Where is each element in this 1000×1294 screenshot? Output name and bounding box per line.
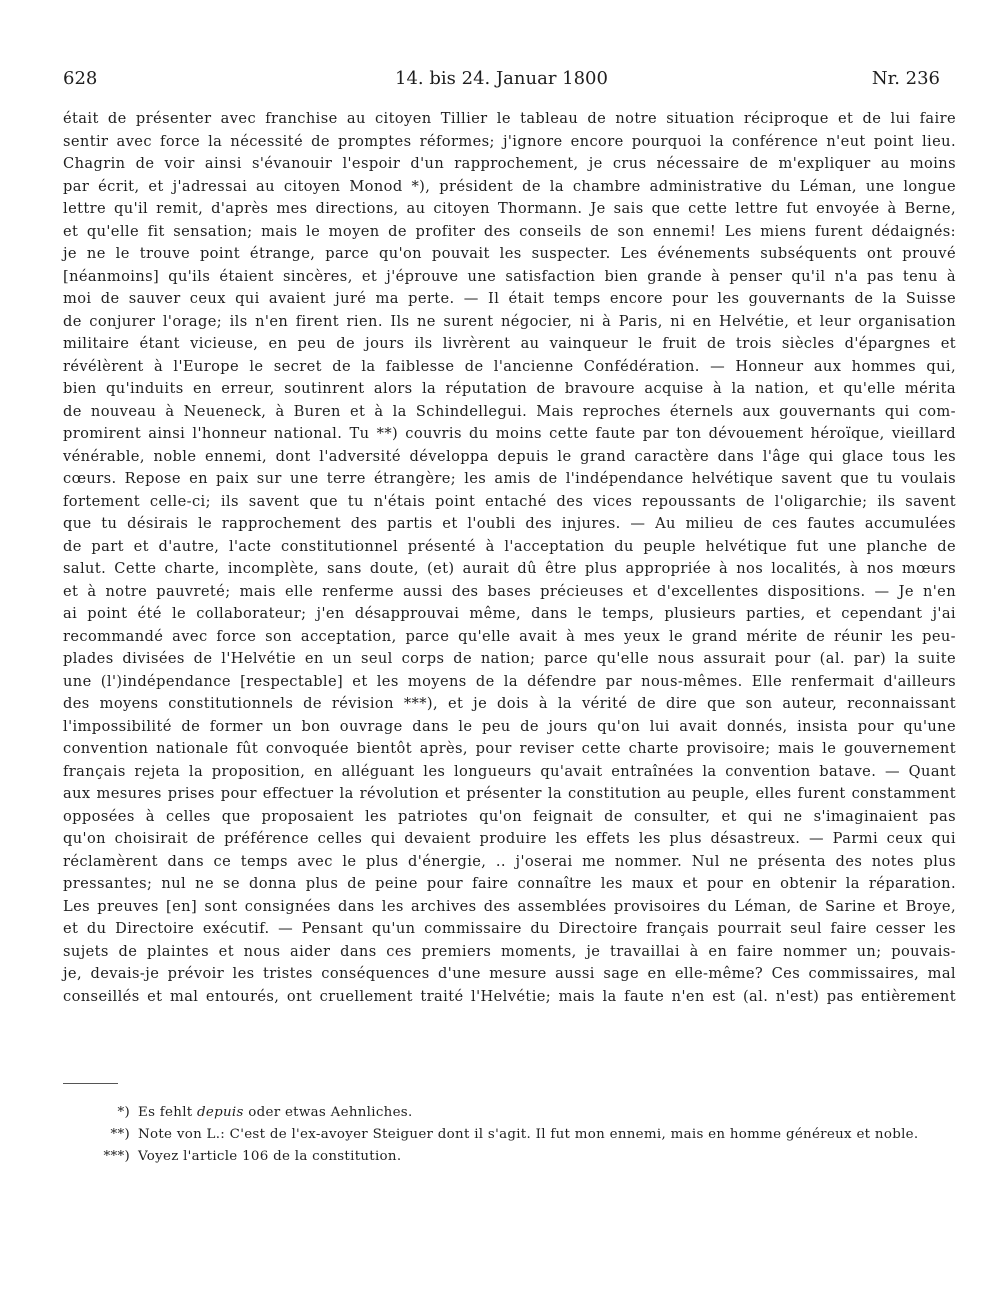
running-title: 14. bis 24. Januar 1800	[395, 68, 608, 89]
text-line: Chagrin de voir ainsi s'évanouir l'espoir d'un rapprochement, je crus nécessaire de m'expliquer au moins	[63, 155, 956, 172]
text-line: je, devais-je prévoir les tristes conséquences d'une mesure aussi sage en elle-même? Ces commissaires, mal	[63, 965, 956, 982]
footnote-marker: **)	[110, 1127, 130, 1142]
text-line: par écrit, et j'adressai au citoyen Monod *), président de la chambre administrative du Léman, une longue	[63, 177, 956, 195]
text-line: et qu'elle fit sensation; mais le moyen de profiter des conseils de son ennemi! Les miens furent dédaignés:	[63, 222, 956, 240]
page-number: 628	[63, 68, 98, 89]
text-line: qu'on choisirait de préférence celles qui devaient produire les effets les plus désastreux. — Parmi ceux qui	[63, 830, 956, 847]
text-line: recommandé avec force son acceptation, parce qu'elle avait à mes yeux le grand mérite de réunir les peu-	[63, 627, 956, 645]
text-line: réclamèrent dans ce temps avec le plus d'énergie, .. j'oserai me nommer. Nul ne présenta des notes plus	[63, 852, 956, 870]
text-line: promirent ainsi l'honneur national. Tu **) couvris du moins cette faute par ton dévouement héroïque, vieillard	[63, 425, 956, 442]
text-line: Les preuves [en] sont consignées dans les archives des assemblées provisoires du Léman, de Sarine et Broye,	[63, 897, 956, 915]
text-line: était de présenter avec franchise au citoyen Tillier le tableau de notre situation réciproque et de lui faire	[63, 110, 956, 127]
text-line: de nouveau à Neueneck, à Buren et à la Schindellegui. Mais reproches éternels aux gouvernants qui com-	[63, 402, 956, 420]
page-header	[63, 68, 940, 94]
footnote-text: Es fehlt	[138, 1105, 198, 1120]
footnote-text-continued: oder etwas Aehnliches.	[243, 1105, 413, 1120]
footnote-text: Note von L.: C'est de l'ex-avoyer Steiguer dont il s'agit. Il fut mon ennemi, mais en homme généreux et noble.	[138, 1127, 919, 1142]
text-line: [néanmoins] qu'ils étaient sincères, et j'éprouve une satisfaction bien grande à penser qu'il n'a pas tenu à	[63, 267, 956, 285]
text-line: ai point été le collaborateur; j'en désapprouvai même, dans le temps, plusieurs parties, et cependant j'ai	[63, 605, 956, 622]
text-line: aux mesures prises pour effectuer la révolution et présenter la constitution au peuple, elles furent constamment	[63, 785, 956, 802]
document-number: Nr. 236	[871, 68, 940, 89]
text-line: moi de sauver ceux qui avaient juré ma perte. — Il était temps encore pour les gouvernants de la Suisse	[63, 290, 956, 307]
text-line: militaire étant vicieuse, en peu de jours ils livrèrent au vainqueur le fruit de trois siècles d'épargnes et	[63, 335, 956, 352]
text-line: bien qu'induits en erreur, soutinrent alors la réputation de bravoure acquise à la nation, et qu'elle mérita	[63, 380, 956, 397]
text-line: révélèrent à l'Europe le secret de la faiblesse de l'ancienne Confédération. — Honneur aux hommes qui,	[63, 357, 956, 375]
text-line: des moyens constitutionnels de révision ***), et je dois à la vérité de dire que son auteur, reconnaissant	[63, 695, 956, 712]
footnote-marker: *)	[117, 1105, 130, 1120]
text-line: sujets de plaintes et nous aider dans ces premiers moments, je travaillai à en faire nommer un; pouvais-	[63, 942, 956, 960]
text-line: cœurs. Repose en paix sur une terre étrangère; les amis de l'indépendance helvétique savent que tu voulais	[63, 470, 956, 487]
text-line: fortement celle-ci; ils savent que tu n'étais point entaché des vices repoussants de l'oligarchie; ils savent	[63, 492, 956, 510]
text-line: vénérable, noble ennemi, dont l'adversité développa depuis le grand caractère dans l'âge qui glace tous les	[63, 447, 956, 465]
text-line: de conjurer l'orage; ils n'en firent rien. Ils ne surent négocier, ni à Paris, ni en Helvétie, et leur organisation	[63, 312, 956, 330]
text-line: conseillés et mal entourés, ont cruellement traité l'Helvétie; mais la faute n'en est (al. n'est) pas entièrement	[63, 987, 956, 1005]
text-line: je ne le trouve point étrange, parce qu'on pouvait les suspecter. Les événements subséquents ont prouvé	[63, 245, 956, 262]
text-line: français rejeta la proposition, en alléguant les longueurs qu'avait entraînées la convention batave. — Quant	[63, 762, 956, 780]
text-line: pressantes; nul ne se donna plus de peine pour faire connaître les maux et pour en obtenir la réparation.	[63, 875, 956, 892]
footnote-divider	[63, 1083, 118, 1084]
text-line: de part et d'autre, l'acte constitutionnel présenté à l'acceptation du peuple helvétique fut une planche de	[63, 537, 956, 555]
footnote	[88, 1102, 968, 1124]
text-line: et à notre pauvreté; mais elle renferme aussi des bases précieuses et d'excellentes dispositions. — Je n'en	[63, 582, 956, 600]
footnote	[88, 1124, 968, 1146]
footnote-text: Voyez l'article 106 de la constitution.	[138, 1149, 402, 1164]
text-line: lettre qu'il remit, d'après mes directions, au citoyen Thormann. Je sais que cette lettre fut envoyée à Berne,	[63, 200, 956, 217]
text-line: et du Directoire exécutif. — Pensant qu'un commissaire du Directoire français pourrait seul faire cesser les	[63, 920, 956, 937]
footnotes	[88, 1102, 968, 1168]
text-line: une (l')indépendance [respectable] et les moyens de la défendre par nous-mêmes. Elle renfermait d'ailleurs	[63, 672, 956, 690]
text-line: l'impossibilité de former un bon ouvrage dans le peu de jours qu'on lui avait donnés, insista pour qu'une	[63, 717, 956, 735]
footnote-marker: ***)	[103, 1149, 130, 1164]
footnote-italic-text: depuis	[197, 1105, 244, 1120]
text-line: salut. Cette charte, incomplète, sans doute, (et) aurait dû être plus appropriée à nos localités, à nos mœurs	[63, 560, 956, 577]
text-line: que tu désirais le rapprochement des partis et l'oubli des injures. — Au milieu de ces fautes accumulées	[63, 515, 956, 532]
text-line: plades divisées de l'Helvétie en un seul corps de nation; parce qu'elle nous assurait pour (al. par) la suite	[63, 650, 956, 667]
text-line: convention nationale fût convoquée bientôt après, pour reviser cette charte provisoire; mais le gouvernement	[63, 740, 956, 757]
footnote	[88, 1146, 968, 1168]
text-line: sentir avec force la nécessité de promptes réformes; j'ignore encore pourquoi la conférence n'eut point lieu.	[63, 132, 956, 150]
text-line: opposées à celles que proposaient les patriotes qu'on feignait de consulter, et qui ne s'imaginaient pas	[63, 807, 956, 825]
body-text	[63, 108, 956, 1008]
